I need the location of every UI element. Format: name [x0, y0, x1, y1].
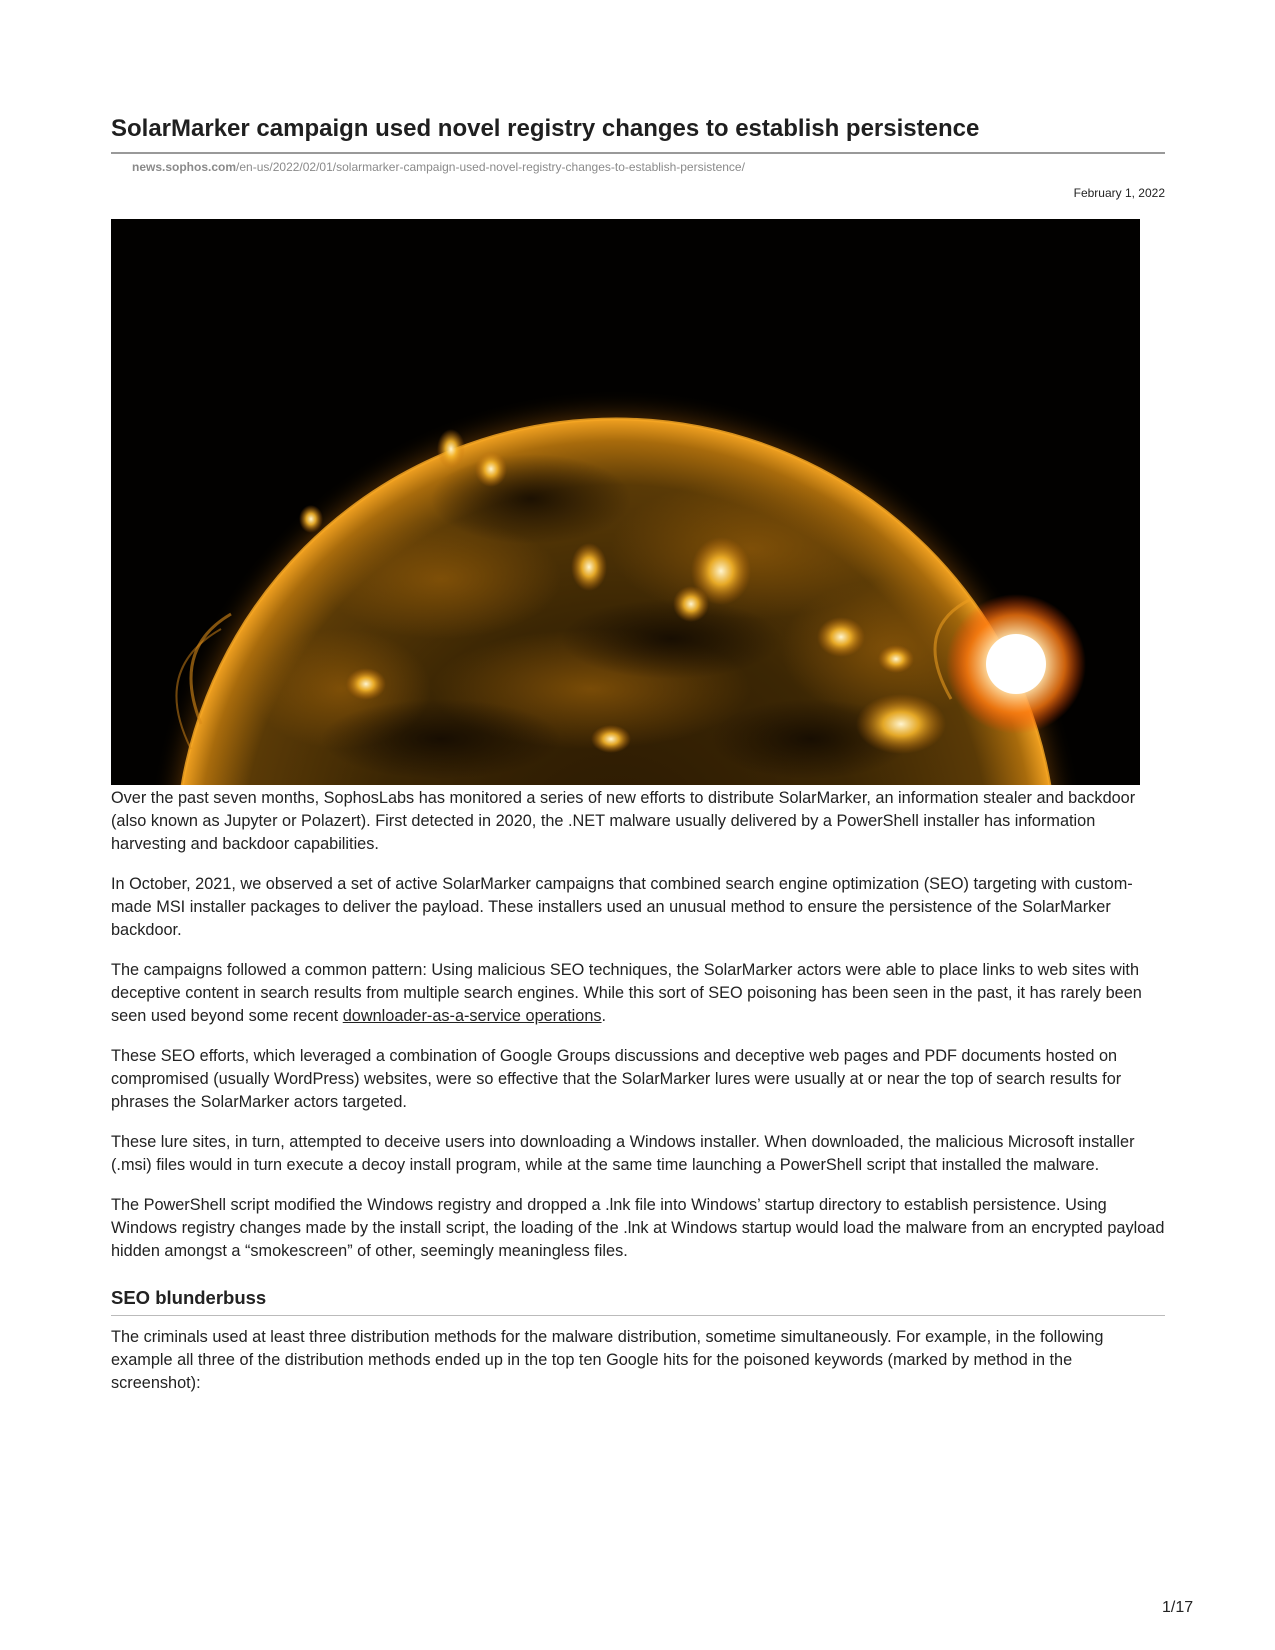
paragraph: The PowerShell script modified the Windows registry and dropped a .lnk file into Windows’ startup directory to establish persistence. Using Windows registry changes made by the install script, the loading of the .lnk at Windows startup would load the malware from an encrypted payload hidden amongst a “smokescreen” of other, seemingly meaningless files.	[111, 1196, 1165, 1260]
paragraph-text: .	[601, 1007, 607, 1025]
downloader-service-link[interactable]: downloader-as-a-service operations	[342, 1007, 602, 1025]
source-url[interactable]	[132, 160, 745, 174]
paragraph: Over the past seven months, SophosLabs has monitored a series of new efforts to distribute SolarMarker, an information stealer and backdoor (also known as Jupyter or Polazert). First detected in 2020, the .NET malware usually delivered by a PowerShell installer has information harvesting and backdoor capabilities.	[111, 789, 1136, 853]
paragraph: These lure sites, in turn, attempted to deceive users into downloading a Windows installer. When downloaded, the malicious Microsoft installer (.msi) files would in turn execute a decoy install program, while at the same time launching a PowerShell script that installed the malware.	[111, 1133, 1135, 1174]
section-heading: SEO blunderbuss	[111, 1286, 1165, 1316]
publish-date: February 1, 2022	[1073, 186, 1165, 200]
article-body	[111, 787, 1165, 1412]
source-path: /en-us/2022/02/01/solarmarker-campaign-used-novel-registry-changes-to-establish-persistence/	[236, 160, 745, 174]
paragraph: The criminals used at least three distribution methods for the malware distribution, sometime simultaneously. For example, in the following example all three of the distribution methods ended up in the top ten Google hits for the poisoned keywords (marked by method in the screenshot):	[111, 1328, 1104, 1392]
title-divider	[111, 152, 1165, 154]
paragraph	[111, 959, 1165, 1028]
sun-solar-flare-image	[111, 219, 1140, 785]
paragraph: In October, 2021, we observed a set of active SolarMarker campaigns that combined search engine optimization (SEO) targeting with custom-made MSI installer packages to deliver the payload. These installers used an unusual method to ensure the persistence of the SolarMarker backdoor.	[111, 875, 1133, 939]
article-title: SolarMarker campaign used novel registry changes to establish persistence	[111, 115, 980, 142]
source-domain: news.sophos.com	[132, 160, 237, 174]
paragraph: These SEO efforts, which leveraged a combination of Google Groups discussions and deceptive web pages and PDF documents hosted on compromised (usually WordPress) websites, were so effective that the SolarMarker lures were usually at or near the top of search results for phrases the SolarMarker actors targeted.	[111, 1047, 1122, 1111]
paragraph-text: The campaigns followed a common pattern: Using malicious SEO techniques, the SolarMarker actors were able to place links to web sites with deceptive content in search results from multiple search engines. While this sort of SEO poisoning has been seen in the past, it has rarely been seen used beyond some recent	[111, 961, 1142, 1025]
page-number: 1/17	[1162, 1599, 1194, 1616]
